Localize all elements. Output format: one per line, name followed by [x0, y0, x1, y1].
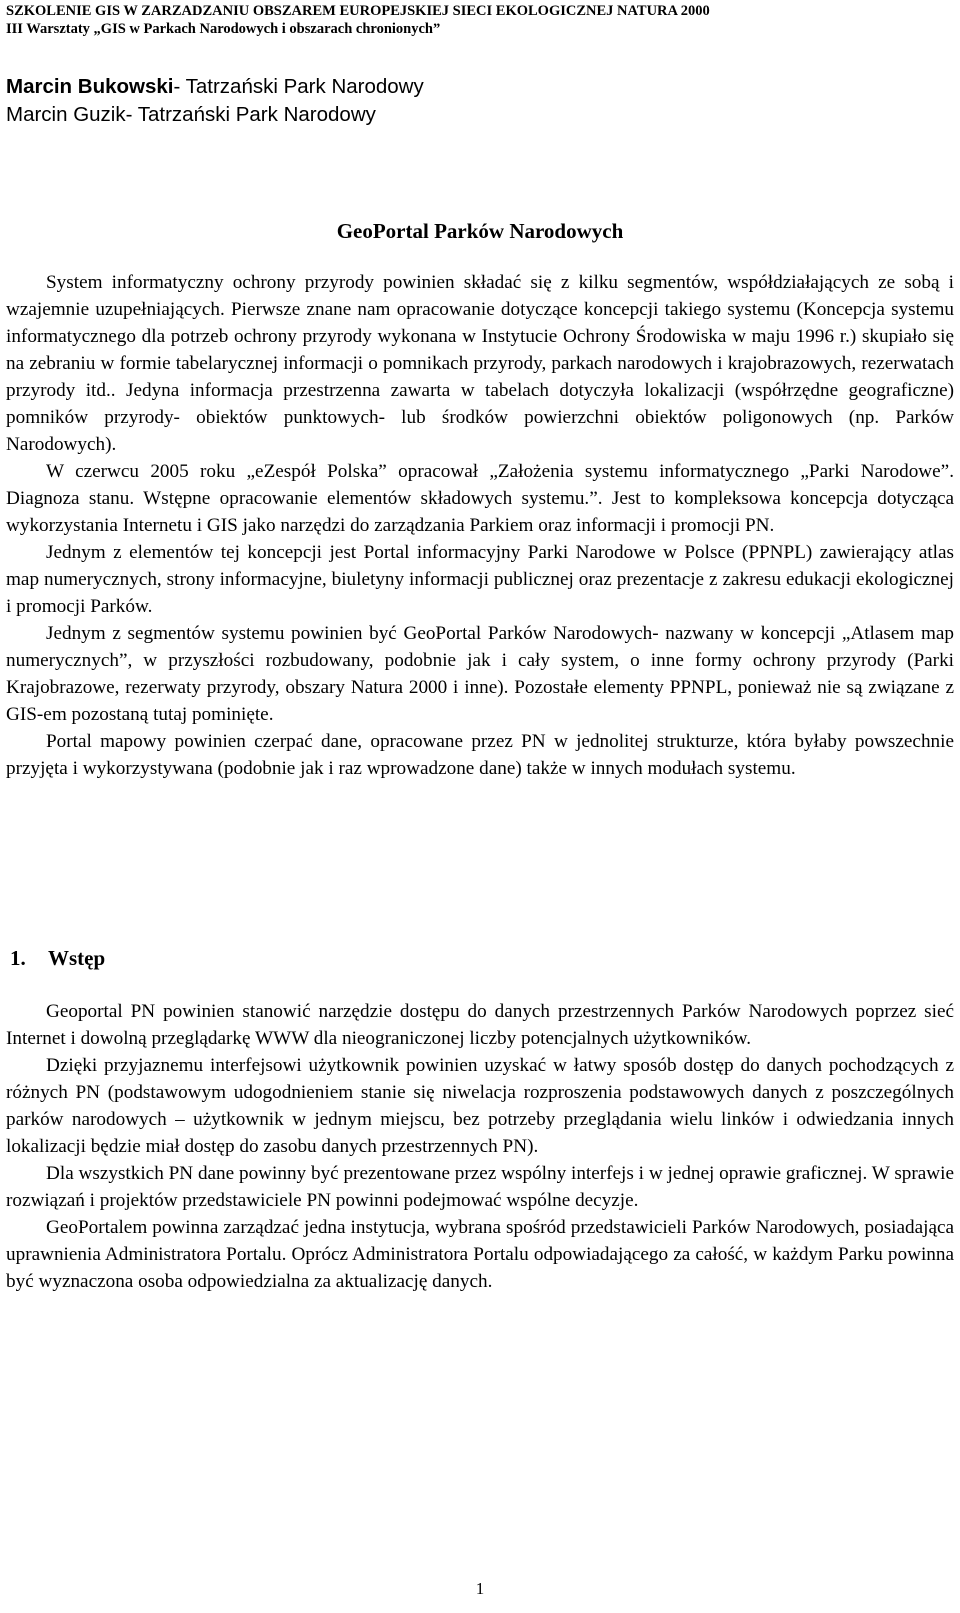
header-line-2: III Warsztaty „GIS w Parkach Narodowych i obszarach chronionych” — [6, 21, 441, 37]
author-name: Marcin Guzik — [6, 103, 126, 126]
paragraph: System informatyczny ochrony przyrody powinien składać się z kilku segmentów, współdziałających ze sobą i wzajemnie uzupełniających. Pierwsze znane nam opracowanie dotyczące koncepcji takiego systemu (Koncepcja systemu informatycznego dla potrzeb ochrony przyrody wykonana w Instytucie Ochrony Środowiska w maju 1996 r.) skupiało się na zebraniu w formie tabelarycznej informacji o pomnikach przyrody, parkach narodowych i krajobrazowych, rezerwatach przyrody itd.. Jedyna informacja przestrzenna zawarta w tabelach dotyczyła lokalizacji (współrzędne geograficzne) pomników przyrody- obiektów punktowych- lub środków powierzchni obiektów poligonowych (np. Parków Narodowych). — [6, 272, 954, 455]
section-number: 1. — [10, 946, 26, 970]
author-affiliation: - Tatrzański Park Narodowy — [173, 75, 424, 98]
paragraph: Portal mapowy powinien czerpać dane, opracowane przez PN w jednolitej strukturze, która byłaby powszechnie przyjęta i wykorzystywana (podobnie jak i raz wprowadzone dane) także w innych modułach systemu. — [6, 731, 954, 779]
paragraph: Geoportal PN powinien stanowić narzędzie dostępu do danych przestrzennych Parków Narodowych poprzez sieć Internet i dowolną przeglądarkę WWW dla nieograniczonej liczby potencjalnych użytkowników. — [6, 1001, 954, 1049]
intro-section — [6, 269, 954, 782]
document-title: GeoPortal Parków Narodowych — [336, 219, 624, 243]
paragraph: GeoPortalem powinna zarządzać jedna instytucja, wybrana spośród przedstawicieli Parków Narodowych, posiadająca uprawnienia Administratora Portalu. Oprócz Administratora Portalu odpowiadającego za całość, w każdym Parku powinna być wyznaczona osoba odpowiedzialna za aktualizację danych. — [6, 1217, 954, 1292]
paragraph: Dla wszystkich PN dane powinny być prezentowane przez wspólny interfejs i w jednej oprawie graficznej. W sprawie rozwiązań i projektów przedstawiciele PN powinni podejmować wspólne decyzje. — [6, 1163, 954, 1211]
author-line — [6, 101, 424, 129]
author-name: Marcin Bukowski — [6, 75, 174, 98]
authors-block — [6, 73, 424, 129]
author-line — [6, 73, 424, 101]
author-affiliation: - Tatrzański Park Narodowy — [125, 103, 376, 126]
paragraph: W czerwcu 2005 roku „eZespół Polska” opracował „Założenia systemu informatycznego „Parki Narodowe”. Diagnoza stanu. Wstępne opracowanie elementów składowych systemu.”. Jest to kompleksowa koncepcja dotycząca wykorzystania Internetu i GIS jako narzędzi do zarządzania Parkiem oraz informacji i promocji PN. — [6, 461, 954, 536]
running-header — [6, 2, 946, 38]
paragraph: Dzięki przyjaznemu interfejsowi użytkownik powinien uzyskać w łatwy sposób dostęp do danych pochodzących z różnych PN (podstawowym udogodnieniem stanie się niwelacja rozproszenia podstawowych danych z poszczególnych parków narodowych – użytkownik w jednym miejscu, bez potrzeby przeglądania wielu linków i odwiedzania innych lokalizacji będzie miał dostęp do zasobu danych przestrzennych PN). — [6, 1055, 954, 1157]
paragraph: Jednym z segmentów systemu powinien być GeoPortal Parków Narodowych- nazwany w koncepcji „Atlasem map numerycznych”, w przyszłości rozbudowany, podobnie jak i cały system, o inne formy ochrony przyrody (Parki Krajobrazowe, rezerwaty przyrody, obszary Natura 2000 i inne). Pozostałe elementy PPNPL, ponieważ nie są związane z GIS-em pozostaną tutaj pominięte. — [6, 623, 954, 725]
section-1-body — [6, 998, 954, 1295]
section-heading — [10, 944, 105, 972]
paragraph: Jednym z elementów tej koncepcji jest Portal informacyjny Parki Narodowe w Polsce (PPNPL) zawierający atlas map numerycznych, strony informacyjne, biuletyny informacji publicznej oraz prezentacje z zakresu edukacji ekologicznej i promocji Parków. — [6, 542, 954, 617]
page-number: 1 — [475, 1579, 485, 1598]
header-line-1: SZKOLENIE GIS W ZARZADZANIU OBSZAREM EUROPEJSKIEJ SIECI EKOLOGICZNEJ NATURA 2000 — [6, 3, 710, 19]
section-title: Wstęp — [48, 946, 106, 970]
